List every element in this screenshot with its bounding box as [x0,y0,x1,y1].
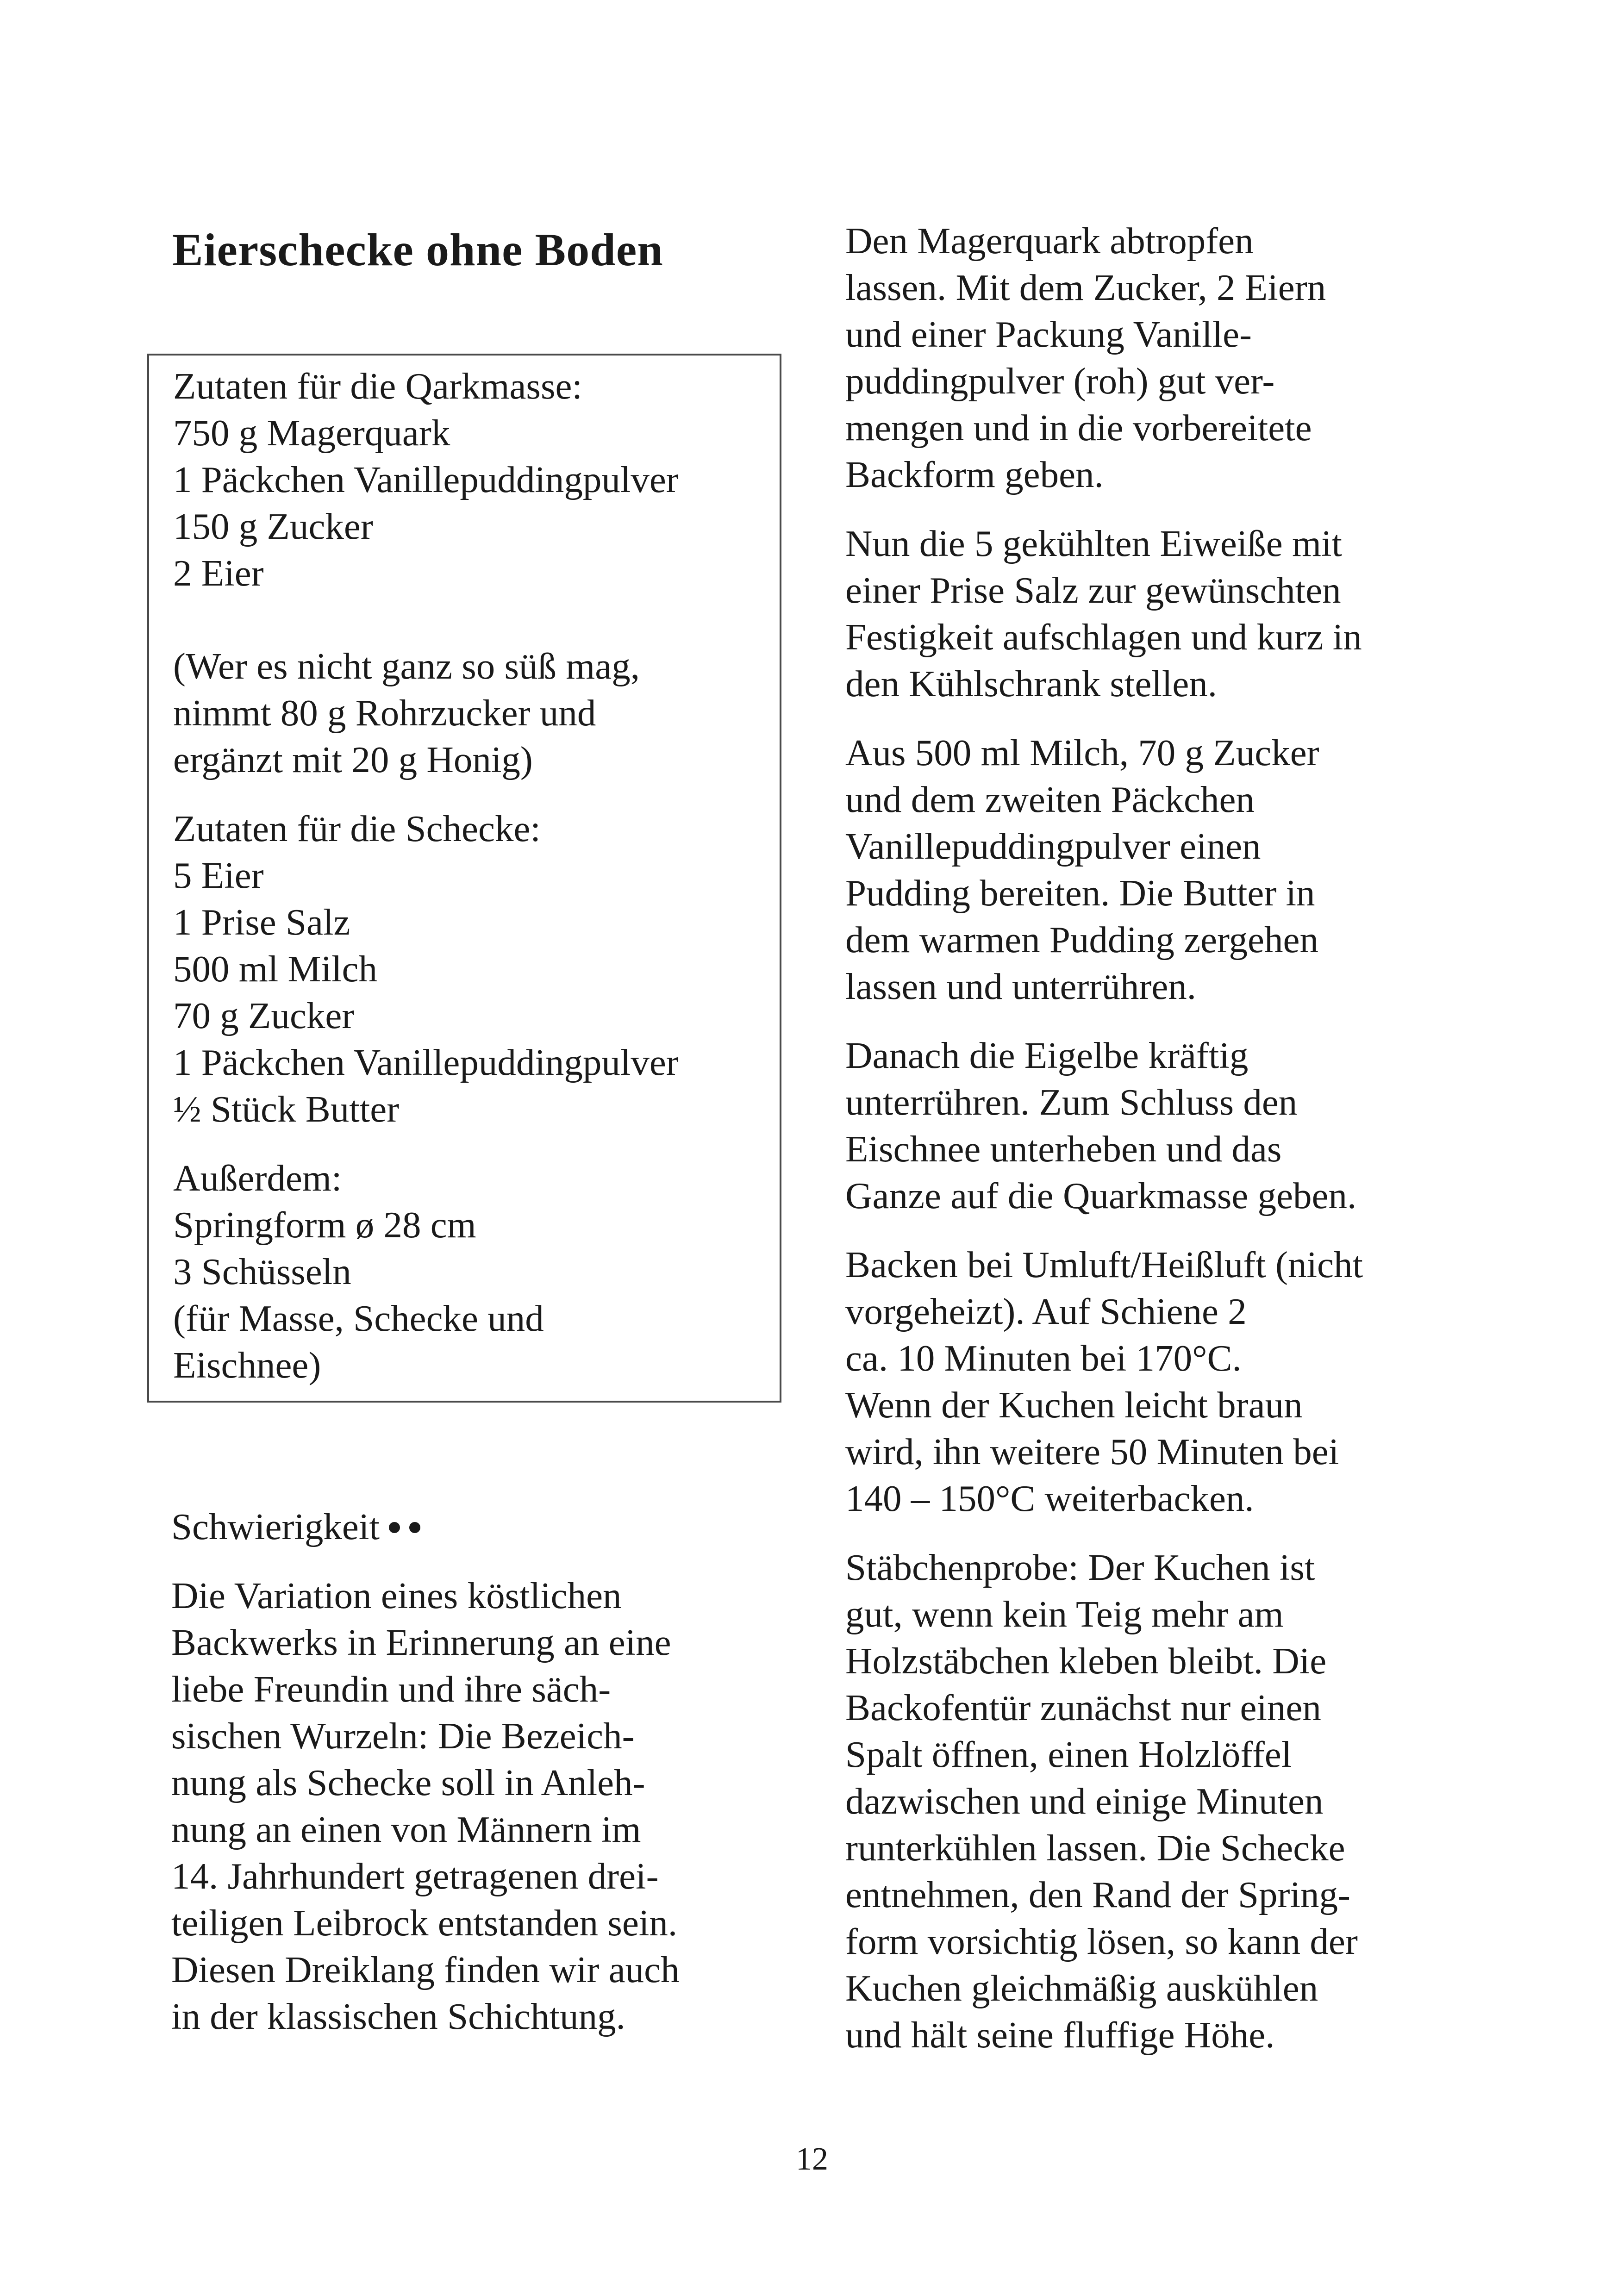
instruction-line: Vanillepuddingpulver einen [845,825,1261,867]
spacer [845,1010,1493,1032]
recipe-title: Eierschecke ohne Boden [172,224,663,275]
ingredient-item: ½ Stück Butter [173,1088,400,1130]
sweetness-note-line: nimmt 80 g Rohrzucker und [173,692,596,734]
instruction-line: puddingpulver (roh) gut ver- [845,360,1275,402]
intro-line: Backwerks in Erinnerung an eine [171,1621,671,1663]
instruction-line: Nun die 5 gekühlten Eiweiße mit [845,523,1343,564]
instruction-line: dem warmen Pudding zergehen [845,919,1318,960]
spacer [845,1219,1493,1241]
intro-line: Die Variation eines köstlichen [171,1575,622,1616]
instruction-line: form vorsichtig lösen, so kann der [845,1921,1358,1962]
instruction-line: und hält seine fluffige Höhe. [845,2014,1275,2056]
instruction-line: wird, ihn weitere 50 Minuten bei [845,1431,1339,1472]
instruction-line: mengen und in die vorbereitete [845,407,1312,449]
quark-ingredients-heading: Zutaten für die Qarkmasse: [173,365,582,407]
instruction-line: unterrühren. Zum Schluss den [845,1081,1298,1123]
ingredient-item: 1 Päckchen Vanillepuddingpulver [173,1041,679,1083]
instruction-line: runterkühlen lassen. Die Schecke [845,1827,1345,1869]
instructions-column [845,218,1493,2058]
instruction-line: Stäbchenprobe: Der Kuchen ist [845,1547,1315,1588]
ingredient-item: 500 ml Milch [173,948,377,990]
intro-line: 14. Jahrhundert getragenen drei- [171,1855,659,1897]
instruction-line: Backofentür zunächst nur einen [845,1687,1321,1728]
schecke-ingredients-heading: Zutaten für die Schecke: [173,808,541,849]
ingredient-item: 150 g Zucker [173,505,373,547]
instruction-line: gut, wenn kein Teig mehr am [845,1593,1284,1635]
instruction-line: Spalt öffnen, einen Holzlöffel [845,1734,1292,1775]
instruction-line: Holzstäbchen kleben bleibt. Die [845,1640,1327,1682]
intro-line: nung als Schecke soll in Anleh- [171,1762,645,1803]
instruction-paragraph [845,730,1493,1010]
difficulty-label: Schwierigkeit [171,1506,380,1547]
ingredient-item: 70 g Zucker [173,995,355,1036]
intro-line: teiligen Leibrock entstanden sein. [171,1902,678,1944]
intro-line: sischen Wurzeln: Die Bezeich- [171,1715,635,1757]
instruction-line: Aus 500 ml Milch, 70 g Zucker [845,732,1319,773]
left-lower-column [171,1503,787,2040]
instruction-paragraph [845,1544,1493,2058]
ingredient-item: 5 Eier [173,854,264,896]
instruction-line: ca. 10 Minuten bei 170°C. [845,1337,1242,1379]
ingredient-item: 750 g Magerquark [173,412,450,454]
spacer [173,597,775,643]
instruction-line: dazwischen und einige Minuten [845,1780,1324,1822]
page-number: 12 [796,2141,828,2177]
instruction-line: den Kühlschrank stellen. [845,663,1218,705]
ingredients-box [147,354,781,1403]
spacer [845,1522,1493,1544]
intro-line: Diesen Dreiklang finden wir auch [171,1949,680,1990]
instruction-paragraph [845,1241,1493,1522]
spacer [845,498,1493,520]
ingredients-box-content [173,363,775,1389]
instruction-paragraph [845,1032,1493,1219]
difficulty-dot-icon [389,1522,400,1533]
instruction-line: vorgeheizt). Auf Schiene 2 [845,1291,1247,1332]
difficulty-dot-icon [409,1522,420,1533]
extra-item: Springform ø 28 cm [173,1204,476,1246]
extra-item: (für Masse, Schecke und [173,1297,544,1339]
difficulty-rating [171,1503,787,1550]
extra-item: 3 Schüsseln [173,1251,351,1292]
instruction-line: 140 – 150°C weiterbacken. [845,1478,1254,1519]
ingredient-item: 1 Prise Salz [173,901,350,943]
instruction-line: Danach die Eigelbe kräftig [845,1035,1249,1076]
instruction-line: lassen und unterrühren. [845,966,1197,1007]
instruction-line: und dem zweiten Päckchen [845,779,1255,820]
instruction-line: Eischnee unterheben und das [845,1128,1282,1170]
instruction-line: Kuchen gleichmäßig auskühlen [845,1967,1318,2009]
ingredient-item: 2 Eier [173,552,264,594]
spacer [171,1550,787,1572]
instruction-line: Backen bei Umluft/Heißluft (nicht [845,1244,1363,1285]
instruction-paragraph [845,520,1493,707]
instruction-line: Den Magerquark abtropfen [845,220,1254,262]
instruction-paragraph [845,218,1493,498]
instruction-line: Festigkeit aufschlagen und kurz in [845,616,1362,658]
intro-line: in der klassischen Schichtung. [171,1996,625,2037]
sweetness-note-line: ergänzt mit 20 g Honig) [173,739,533,780]
instruction-line: Ganze auf die Quarkmasse geben. [845,1175,1357,1216]
instruction-line: Backform geben. [845,454,1104,495]
instruction-line: Pudding bereiten. Die Butter in [845,872,1315,914]
spacer [845,707,1493,730]
sweetness-note-line: (Wer es nicht ganz so süß mag, [173,645,640,687]
instruction-line: einer Prise Salz zur gewünschten [845,569,1341,611]
spacer [173,783,775,805]
ingredient-item: 1 Päckchen Vanillepuddingpulver [173,459,679,500]
instruction-line: und einer Packung Vanille- [845,313,1252,355]
extra-item: Eischnee) [173,1344,321,1386]
intro-line: nung an einen von Männern im [171,1809,641,1850]
instruction-line: entnehmen, den Rand der Spring- [845,1874,1350,1915]
intro-line: liebe Freundin und ihre säch- [171,1668,611,1710]
spacer [173,1133,775,1155]
instruction-line: Wenn der Kuchen leicht braun [845,1384,1303,1426]
extras-heading: Außerdem: [173,1157,342,1199]
instruction-line: lassen. Mit dem Zucker, 2 Eiern [845,267,1326,308]
intro-paragraph [171,1572,787,2040]
